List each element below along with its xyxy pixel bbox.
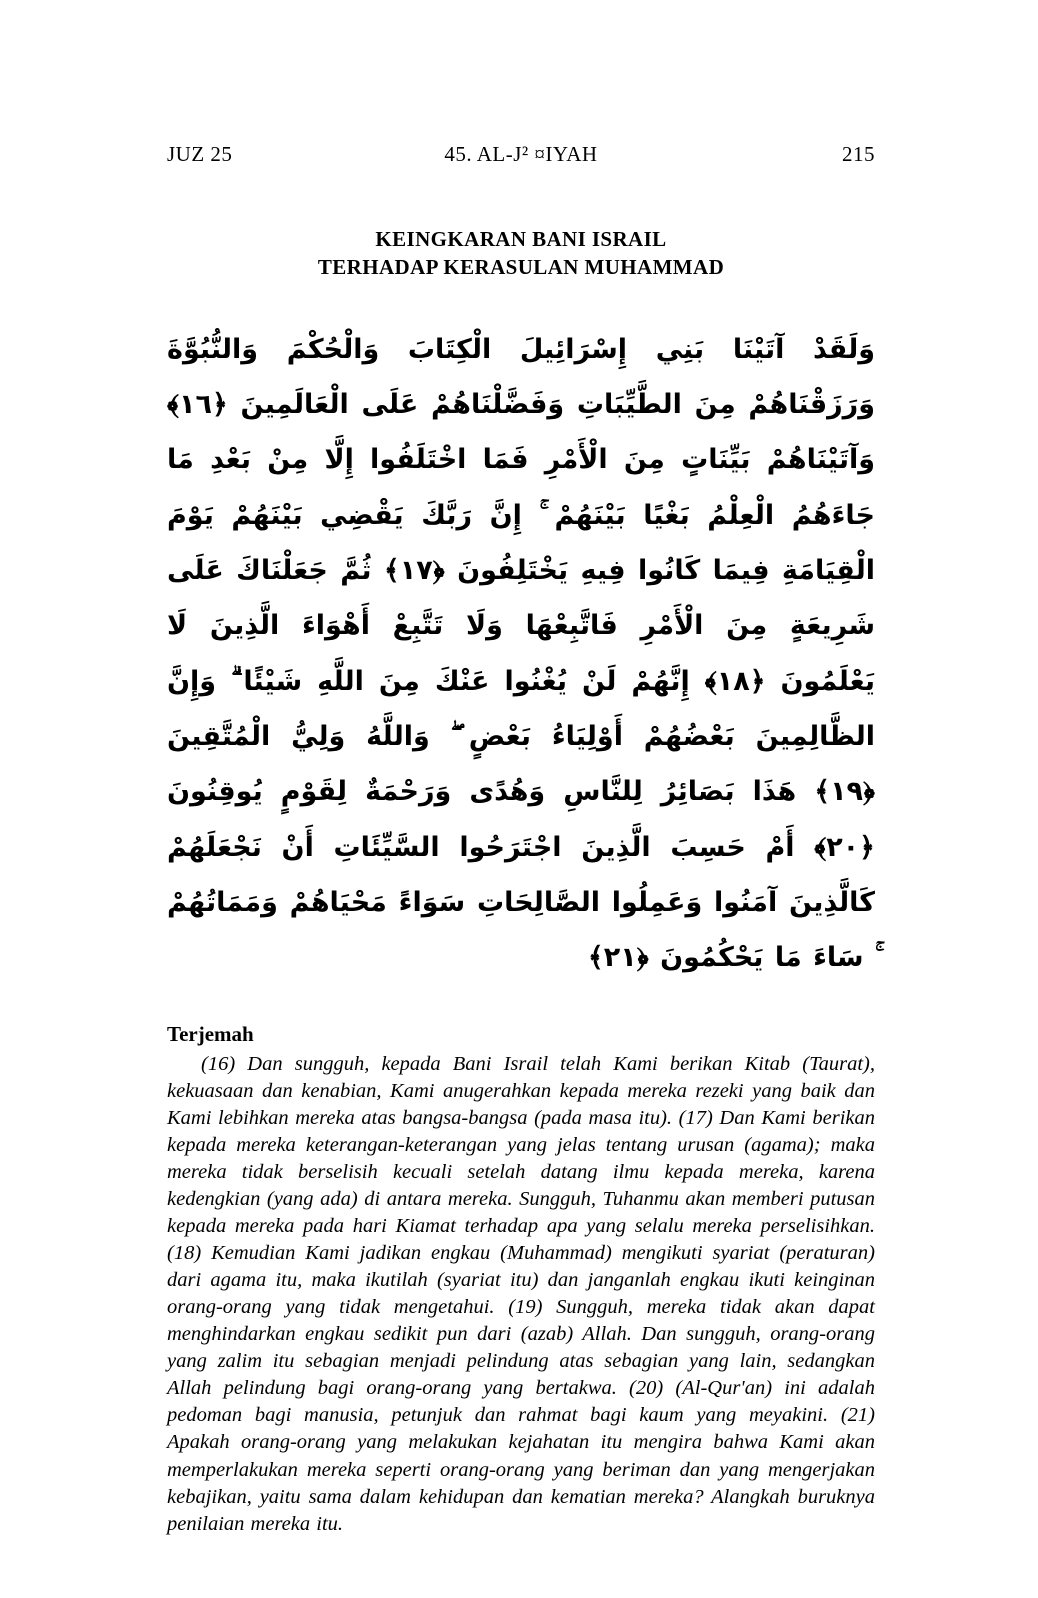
surah-title: 45. AL-J² ¤IYAH: [444, 142, 598, 166]
section-title-line1: KEINGKARAN BANI ISRAIL: [375, 227, 667, 251]
translation-text: (16) Dan sungguh, kepada Bani Israil telah Kami berikan Kitab (Taurat), kekuasaan dan kenabian, Kami anugerahkan kepada mereka rezeki yang baik dan Kami lebihkan mereka atas bangsa-bangsa (pada masa itu). (17) Dan Kami berikan kepada mereka keterangan-keterangan yang jelas tentang urusan (agama); maka mereka tidak berselisih kecuali setelah datang ilmu kepada mereka, karena kedengkian (yang ada) di antara mereka. Sungguh, Tuhanmu akan memberi putusan kepada mereka pada hari Kiamat terhadap apa yang selalu mereka perselisihkan. (18) Kemudian Kami jadikan engkau (Muhammad) mengikuti syariat (peraturan) dari agama itu, maka ikutilah (syariat itu) dan janganlah engkau ikuti keinginan orang-orang yang tidak mengetahui. (19) Sungguh, mereka tidak akan dapat menghindarkan engkau sedikit pun dari (azab) Allah. Dan sungguh, orang-orang yang zalim itu sebagian menjadi pelindung atas sebagian yang lain, sedangkan Allah pelindung bagi orang-orang yang bertakwa. (20) (Al-Qur'an) ini adalah pedoman bagi manusia, petunjuk dan rahmat bagi kaum yang meyakini. (21) Apakah orang-orang yang melakukan kejahatan itu mengira bahwa Kami akan memperlakukan mereka seperti orang-orang yang beriman dan yang mengerjakan kebajikan, yaitu sama dalam kehidupan dan kematian mereka? Alangkah buruknya penilaian mereka itu.: [167, 1052, 875, 1535]
page-header: [167, 142, 875, 167]
juz-label: JUZ 25: [167, 142, 233, 166]
section-title-line2: TERHADAP KERASULAN MUHAMMAD: [317, 255, 725, 280]
arabic-verses: وَلَقَدْ آتَيْنَا بَنِي إِسْرَائِيلَ الْكِتَابَ وَالْحُكْمَ وَالنُّبُوَّةَ وَرَزَقْنَاهُمْ مِنَ الطَّيِّبَاتِ وَفَضَّلْنَاهُمْ عَلَى الْعَالَمِينَ ﴿١٦﴾ وَآتَيْنَاهُمْ بَيِّنَاتٍ مِنَ الْأَمْرِ فَمَا اخْتَلَفُوا إِلَّا مِنْ بَعْدِ مَا جَاءَهُمُ الْعِلْمُ بَغْيًا بَيْنَهُمْ ۚ إِنَّ رَبَّكَ يَقْضِي بَيْنَهُمْ يَوْمَ الْقِيَامَةِ فِيمَا كَانُوا فِيهِ يَخْتَلِفُونَ ﴿١٧﴾ ثُمَّ جَعَلْنَاكَ عَلَى شَرِيعَةٍ مِنَ الْأَمْرِ فَاتَّبِعْهَا وَلَا تَتَّبِعْ أَهْوَاءَ الَّذِينَ لَا يَعْلَمُونَ ﴿١٨﴾ إِنَّهُمْ لَنْ يُغْنُوا عَنْكَ مِنَ اللَّهِ شَيْئًا ۗ وَإِنَّ الظَّالِمِينَ بَعْضُهُمْ أَوْلِيَاءُ بَعْضٍ ۖ وَاللَّهُ وَلِيُّ الْمُتَّقِينَ ﴿١٩﴾ هَذَا بَصَائِرُ لِلنَّاسِ وَهُدًى وَرَحْمَةٌ لِقَوْمٍ يُوقِنُونَ ﴿٢٠﴾ أَمْ حَسِبَ الَّذِينَ اجْتَرَحُوا السَّيِّئَاتِ أَنْ نَجْعَلَهُمْ كَالَّذِينَ آمَنُوا وَعَمِلُوا الصَّالِحَاتِ سَوَاءً مَحْيَاهُمْ وَمَمَاتُهُمْ ۚ سَاءَ مَا يَحْكُمُونَ ﴿٢١﴾: [167, 333, 875, 974]
section-title: [167, 225, 875, 282]
page-number: 215: [842, 142, 875, 166]
translation-heading: Terjemah: [167, 1021, 254, 1046]
